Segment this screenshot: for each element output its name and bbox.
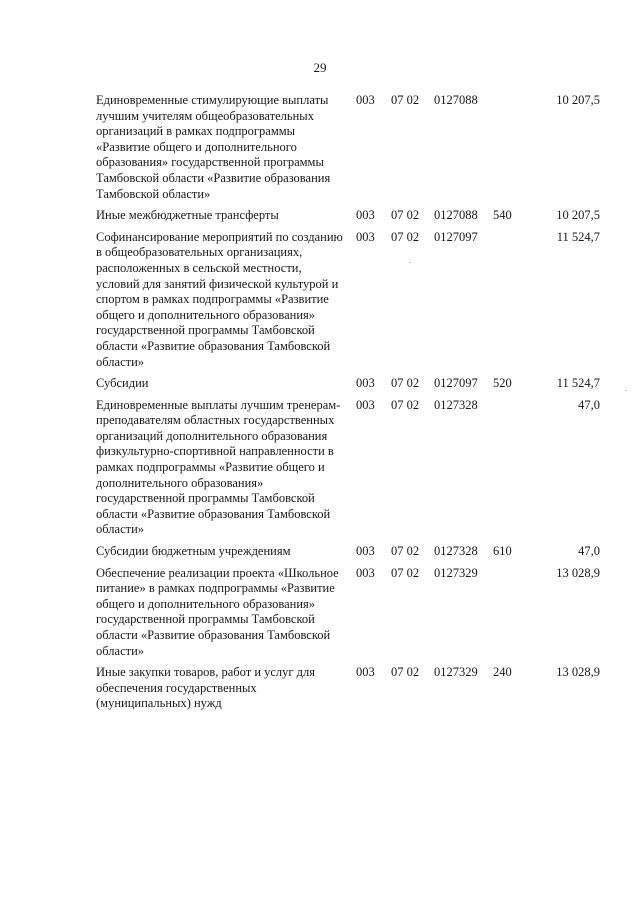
amount-value: 47,0: [578, 544, 600, 559]
section-code: 07 02: [391, 376, 420, 391]
table-row: [0, 376, 640, 392]
section-code: 07 02: [391, 229, 420, 244]
amount-value: 13 028,9: [556, 565, 600, 580]
ministry-code: 003: [356, 565, 375, 580]
amount-value: 10 207,5: [556, 208, 600, 223]
section-code: 07 02: [391, 544, 420, 559]
amount-value: 47,0: [578, 397, 600, 412]
table-row: [0, 208, 640, 224]
ministry-code: 003: [356, 208, 375, 223]
section-code: 07 02: [391, 93, 420, 107]
expense-type-code: 610: [493, 544, 512, 559]
amount-value: 11 524,7: [556, 376, 600, 391]
table-row: [0, 93, 640, 202]
target-article-code: 0127088: [434, 208, 478, 223]
table-row: [0, 566, 640, 660]
ministry-code: 003: [356, 544, 375, 559]
table-row: [0, 544, 640, 560]
target-article-code: 0127329: [434, 665, 478, 680]
item-name: Единовременные выплаты лучшим тренерам-преподавателям областных государственных организаций дополнительного образования физкультурно-спортивной направленности в рамках подпрограммы «Развитие общего и дополнительного образования» государственной программы Тамбовской области «Развитие образования Тамбовской области»: [96, 397, 341, 537]
target-article-code: 0127328: [434, 544, 478, 559]
item-name: Субсидии бюджетным учреждениям: [96, 544, 291, 559]
ministry-code: 003: [356, 376, 375, 391]
item-name: Иные закупки товаров, работ и услуг для обеспечения государственных (муниципальных) нужд: [96, 665, 316, 711]
ministry-code: 003: [356, 397, 375, 412]
ministry-code: 003: [356, 229, 375, 244]
scan-speck: [409, 262, 411, 263]
target-article-code: 0127088: [434, 93, 478, 107]
section-code: 07 02: [391, 208, 420, 223]
ministry-code: 003: [356, 665, 375, 680]
item-name: Иные межбюджетные трансферты: [96, 208, 279, 223]
item-name: Субсидии: [96, 376, 149, 391]
target-article-code: 0127097: [434, 229, 478, 244]
amount-value: 11 524,7: [556, 229, 600, 244]
table-row: [0, 665, 640, 712]
expense-type-code: 540: [493, 208, 512, 223]
item-name: Обеспечение реализации проекта «Школьное питание» в рамках подпрограммы «Развитие общего и дополнительного образования» государственной программы Тамбовской области «Развитие образования Тамбовской области»: [96, 565, 339, 658]
section-code: 07 02: [391, 565, 420, 580]
section-code: 07 02: [391, 397, 420, 412]
amount-value: 10 207,5: [556, 93, 600, 107]
table-row: [0, 230, 640, 370]
target-article-code: 0127329: [434, 565, 478, 580]
page-number: 29: [313, 60, 327, 75]
expense-type-code: 240: [493, 665, 512, 680]
expense-type-code: 520: [493, 376, 512, 391]
target-article-code: 0127097: [434, 376, 478, 391]
table-row: [0, 398, 640, 538]
item-name: Единовременные стимулирующие выплаты лучшим учителям общеобразовательных организаций в рамках подпрограммы «Развитие общего и дополнительного образования» государственной программы Тамбовской области «Развитие образования Тамбовской области»: [96, 93, 331, 201]
scan-speck: [625, 390, 627, 391]
item-name: Софинансирование мероприятий по созданию в общеобразовательных организациях, расположенных в сельской местности, условий для занятий физической культурой и спортом в рамках подпрограммы «Развитие общего и дополнительного образования» государственной программы Тамбовской области «Развитие образования Тамбовской области»: [96, 229, 343, 369]
section-code: 07 02: [391, 665, 420, 680]
ministry-code: 003: [356, 93, 375, 107]
target-article-code: 0127328: [434, 397, 478, 412]
budget-table: [0, 93, 640, 718]
amount-value: 13 028,9: [556, 665, 600, 680]
